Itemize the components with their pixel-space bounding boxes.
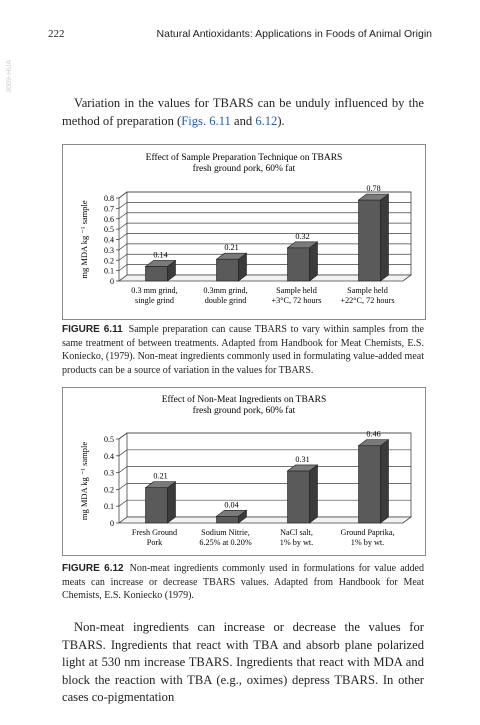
bar bbox=[146, 488, 168, 523]
figure-6-11-chart bbox=[62, 144, 426, 320]
y-tick-label: 0.3 bbox=[104, 245, 114, 255]
x-category-label: Pork bbox=[146, 538, 163, 547]
data-label: 0.21 bbox=[153, 471, 168, 481]
page-header bbox=[48, 28, 432, 42]
page-number: 222 bbox=[48, 28, 65, 40]
figure-6-12-caption-text: Non-meat ingredients commonly used in formulations for value added meats can increase or decrease TBARS values. Adapted from Handbook for Meat Chemists, E.S. Koniecko (1979). bbox=[62, 563, 424, 602]
x-category-label: single grind bbox=[135, 296, 174, 305]
x-category-label: +22°C, 72 hours bbox=[340, 296, 395, 305]
y-tick-label: 0.7 bbox=[104, 204, 114, 214]
chart-subtitle: fresh ground pork, 60% fat bbox=[192, 406, 296, 416]
data-label: 0.46 bbox=[366, 429, 381, 439]
chart-sample-preparation bbox=[63, 145, 425, 319]
figure-link-6-12[interactable]: 6.12 bbox=[255, 113, 278, 128]
figure-6-11-caption bbox=[62, 323, 424, 377]
chart-subtitle: fresh ground pork, 60% fat bbox=[192, 164, 296, 174]
para1-text-mid: and bbox=[230, 113, 256, 128]
body-paragraph bbox=[62, 619, 424, 707]
x-category-label: 0.3 mm grind, bbox=[131, 286, 178, 295]
bar bbox=[359, 200, 381, 281]
x-category-label: 0.3mm grind, bbox=[203, 286, 248, 295]
y-tick-label: 0.3 bbox=[104, 468, 114, 478]
y-axis-depth bbox=[119, 192, 127, 198]
bar bbox=[217, 516, 239, 523]
figure-6-11-label: FIGURE 6.11 bbox=[62, 324, 123, 335]
chart-title: Effect of Non-Meat Ingredients on TBARS bbox=[161, 395, 327, 405]
data-label: 0.21 bbox=[224, 243, 239, 253]
x-category-label: 1% by wt. bbox=[279, 538, 314, 547]
y-tick-label: 0.4 bbox=[104, 451, 114, 461]
y-tick-label: 0 bbox=[110, 519, 114, 528]
x-category-label: Sample held bbox=[276, 286, 317, 295]
data-label: 0.31 bbox=[295, 454, 310, 464]
data-label: 0.14 bbox=[153, 250, 168, 260]
bar-side bbox=[168, 482, 176, 523]
bar bbox=[146, 266, 168, 281]
y-tick-label: 0.4 bbox=[104, 235, 114, 245]
y-tick-label: 0.1 bbox=[104, 502, 114, 512]
figure-6-11-caption-text: Sample preparation can cause TBARS to vary within samples from the same treatment of between treatments. Adapted from Handbook for Meat Chemists, E.S. Koniecko, (1979). Non-meat ingredients commonly used in formulating value-added meat products can be a source of variation in the values for TBARS. bbox=[62, 324, 424, 376]
side-stamp: 3069-HUA bbox=[6, 60, 13, 93]
y-axis-label: mg MDA kg ⁻¹ sample bbox=[79, 200, 89, 279]
running-title: Natural Antioxidants: Applications in Foods of Animal Origin bbox=[156, 28, 432, 40]
figure-6-12-label: FIGURE 6.12 bbox=[62, 563, 124, 574]
intro-paragraph bbox=[62, 95, 424, 130]
y-tick-label: 0.2 bbox=[104, 485, 114, 495]
x-category-label: +3°C, 72 hours bbox=[271, 296, 322, 305]
bar bbox=[288, 471, 310, 523]
bar-side bbox=[310, 465, 318, 523]
y-tick-label: 0.5 bbox=[104, 225, 114, 235]
bar-side bbox=[310, 242, 318, 281]
para2-text: Non-meat ingredients can increase or decrease the values for TBARS. Ingredients that react with TBA and absorb plane polarized light at 530 nm increase TBARS. Ingredients that react with MDA and block the reaction with TBA (e.g., oximes) depress TBARS. In other cases co-pigmentation bbox=[62, 620, 424, 704]
y-tick-label: 0.8 bbox=[104, 194, 114, 203]
bar bbox=[288, 248, 310, 281]
y-tick-label: 0.2 bbox=[104, 256, 114, 266]
bar-side bbox=[381, 440, 389, 523]
chart-non-meat-ingredients bbox=[63, 388, 425, 555]
x-category-label: Ground Paprika, bbox=[340, 528, 395, 537]
bar-side bbox=[381, 194, 389, 281]
para1-text-before: Variation in the values for TBARS can be unduly influenced by the method of preparation ( bbox=[62, 96, 424, 128]
data-label: 0.78 bbox=[366, 184, 381, 194]
chart-title: Effect of Sample Preparation Technique on TBARS bbox=[145, 153, 343, 163]
figure-6-12-caption bbox=[62, 562, 424, 603]
data-label: 0.32 bbox=[295, 231, 310, 241]
bar bbox=[217, 259, 239, 281]
y-tick-label: 0.1 bbox=[104, 266, 114, 276]
figure-6-12-chart bbox=[62, 387, 426, 556]
data-label: 0.04 bbox=[224, 500, 239, 510]
bar bbox=[359, 446, 381, 523]
y-axis-label: mg MDA kg ⁻¹ sample bbox=[79, 441, 89, 521]
para1-text-after: ). bbox=[277, 113, 285, 128]
x-category-label: Sodium Nitrie, bbox=[201, 528, 250, 537]
x-category-label: NaCl salt, bbox=[280, 528, 313, 537]
figure-link-6-11[interactable]: Figs. 6.11 bbox=[181, 113, 231, 128]
x-category-label: double grind bbox=[204, 296, 247, 305]
x-category-label: 6.25% at 0.20% bbox=[199, 538, 252, 547]
y-axis-depth bbox=[119, 433, 127, 439]
y-tick-label: 0.6 bbox=[104, 214, 114, 224]
y-tick-label: 0 bbox=[110, 277, 114, 286]
x-category-label: Fresh Ground bbox=[131, 528, 178, 537]
x-category-label: 1% by wt. bbox=[350, 538, 385, 547]
x-category-label: Sample held bbox=[347, 286, 388, 295]
y-tick-label: 0.5 bbox=[104, 435, 114, 444]
